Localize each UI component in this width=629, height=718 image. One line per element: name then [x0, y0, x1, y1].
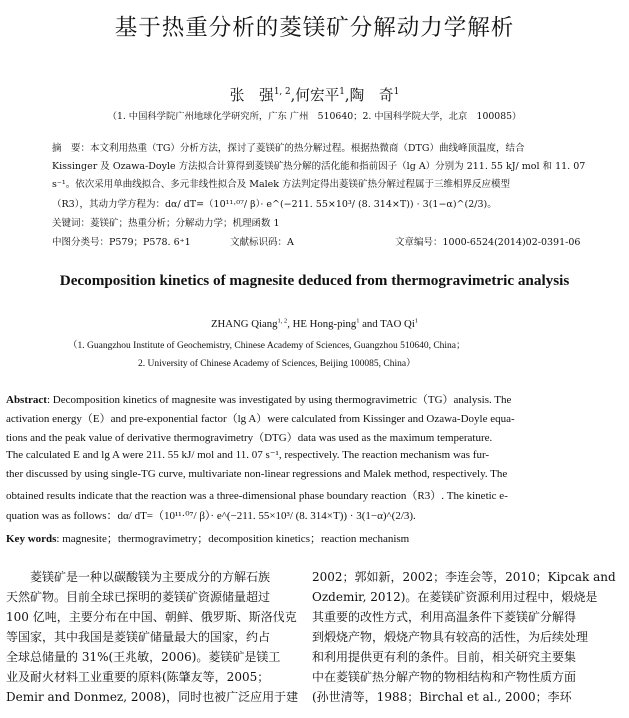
- body-right-line: Ozdemir, 2012)。在菱镁矿资源利用过程中，煅烧是: [312, 590, 598, 604]
- document-code: 文献标识码：A: [230, 237, 294, 248]
- keywords-en-label: Key words: [6, 533, 57, 545]
- article-number: 文章编号：1000-6524(2014)02-0391-06: [395, 237, 581, 248]
- keywords-cn: 关键词：菱镁矿；热重分析；分解动力学；机理函数 1: [52, 218, 280, 229]
- clc-number: 中图分类号：P579；P578. 6⁺1: [52, 237, 191, 248]
- abstract-en-label: Abstract: [6, 394, 47, 406]
- abstract-en-line: tions and the peak value of derivative thermogravimetry（DTG）data was used as the maximum temperature.: [6, 432, 493, 444]
- body-right-line: 到煅烧产物，煅烧产物具有较高的活性，为后续处理: [312, 630, 589, 644]
- body-right-line: 其重要的改性方式，利用高温条件下菱镁矿分解得: [312, 610, 577, 624]
- body-left-line: 天然矿物。目前全球已探明的菱镁矿资源储量超过: [6, 590, 271, 604]
- body-left-line: 100 亿吨，主要分布在中国、朝鲜、俄罗斯、斯洛伐克: [6, 610, 297, 624]
- abstract-en-line: ther discussed by using single-TG curve, multivariate non-linear regressions and Malek method, respectively. The: [6, 468, 508, 480]
- abstract-en-first-line: [6, 391, 511, 407]
- abstract-cn-line: s⁻¹。依次采用单曲线拟合、多元非线性拟合及 Malek 方法判定得出菱镁矿热分解过程属于三维相界反应模型: [52, 179, 511, 190]
- abstract-cn-line: Kissinger 及 Ozawa-Doyle 方法拟合计算得到菱镁矿热分解的活化能和指前因子（lg A）分别为 211. 55 kJ/ mol 和 11. 07: [52, 161, 586, 172]
- author-2-affil-mark: 1: [339, 87, 345, 98]
- authors-cn: [0, 84, 629, 105]
- author-1-en: ZHANG Qiang: [210, 318, 278, 330]
- author-2-cn: ,何宏平: [290, 87, 340, 104]
- abstract-en-line: activation energy（E）and pre-exponential factor（lg A）were calculated from Kissinger and Ozawa-Doyle equa-: [6, 413, 515, 425]
- author-1-cn: 张 强: [229, 87, 274, 104]
- author-3-affil-mark: 1: [393, 87, 400, 98]
- body-right-line: 和利用提供更有利的条件。目前，相关研究主要集: [312, 650, 577, 664]
- abstract-en-line: : Decomposition kinetics of magnesite was investigated by using thermogravimetric（TG）analysis. The: [46, 394, 512, 406]
- abstract-en-line: The calculated E and lg A were 211. 55 kJ/ mol and 11. 07 s⁻¹, respectively. The reaction mechanism was fur-: [6, 449, 490, 461]
- abstract-cn-line: 摘 要：本文利用热重（TG）分析方法，探讨了菱镁矿的热分解过程。根据热微商（DTG）曲线峰顶温度，结合: [52, 143, 525, 154]
- authors-en: [0, 318, 629, 330]
- affiliation-cn: （1. 中国科学院广州地球化学研究所，广东 广州 510640；2. 中国科学院大学，北京 100085）: [107, 111, 522, 122]
- affiliation-en-2: 2. University of Chinese Academy of Sciences, Beijing 100085, China）: [138, 359, 416, 369]
- abstract-en-line: obtained results indicate that the reaction was a three-dimensional phase boundary reaction（R3）. The kinetic e-: [6, 490, 508, 502]
- title-cn: 基于热重分析的菱镁矿分解动力学解析: [114, 15, 515, 41]
- author-2-en: , HE Hong-ping: [287, 318, 357, 330]
- author-3-en-affil-mark: 1: [414, 317, 419, 325]
- abstract-cn-line: （R3），其动力学方程为：dα/ dT=（10¹¹·⁰⁷/ β）· e^(−211. 55×10³/ (8. 314×T)) · 3(1−α)^(2/3)。: [52, 199, 497, 210]
- author-3-cn: ,陶 奇: [344, 87, 394, 104]
- abstract-en-line: quation was as follows：dα/ dT=（10¹¹·⁰⁷/ β）· e^(−211. 55×10³/ (8. 314×T)) · 3(1−α)^(2/3).: [6, 510, 416, 522]
- body-left-line: 等国家，其中我国是菱镁矿储量最大的国家，约占: [6, 630, 271, 644]
- author-3-en: and TAO Qi: [359, 318, 415, 330]
- author-1-en-affil-mark: 1, 2: [277, 317, 288, 325]
- body-right-line: (孙世清等，1988；Birchal et al., 2000；李环: [312, 690, 572, 704]
- body-right-line: 中在菱镁矿热分解产物的物相结构和产物性质方面: [312, 670, 577, 684]
- keywords-en-line: [6, 530, 409, 546]
- body-left-line: 菱镁矿是一种以碳酸镁为主要成分的方解石族: [30, 570, 271, 584]
- author-1-affil-mark: 1, 2: [273, 87, 291, 98]
- keywords-en: : magnesite；thermogravimetry；decomposition kinetics；reaction mechanism: [56, 533, 410, 545]
- author-2-en-affil-mark: 1: [356, 317, 360, 325]
- body-left-line: Demir and Donmez, 2008)，同时也被广泛应用于建: [6, 690, 299, 704]
- affiliation-en-1: （1. Guangzhou Institute of Geochemistry, Chinese Academy of Sciences, Guangzhou 510640, China；: [68, 341, 466, 351]
- body-right-line: 2002；郭如新，2002；李连会等，2010；Kipcak and: [312, 570, 616, 584]
- body-left-line: 全球总储量的 31%(王兆敏，2006)。菱镁矿是镁工: [6, 650, 281, 664]
- body-left-line: 业及耐火材料工业重要的原料(陈肇友等，2005；: [6, 670, 270, 684]
- title-en: Decomposition kinetics of magnesite deduced from thermogravimetric analysis: [59, 272, 570, 289]
